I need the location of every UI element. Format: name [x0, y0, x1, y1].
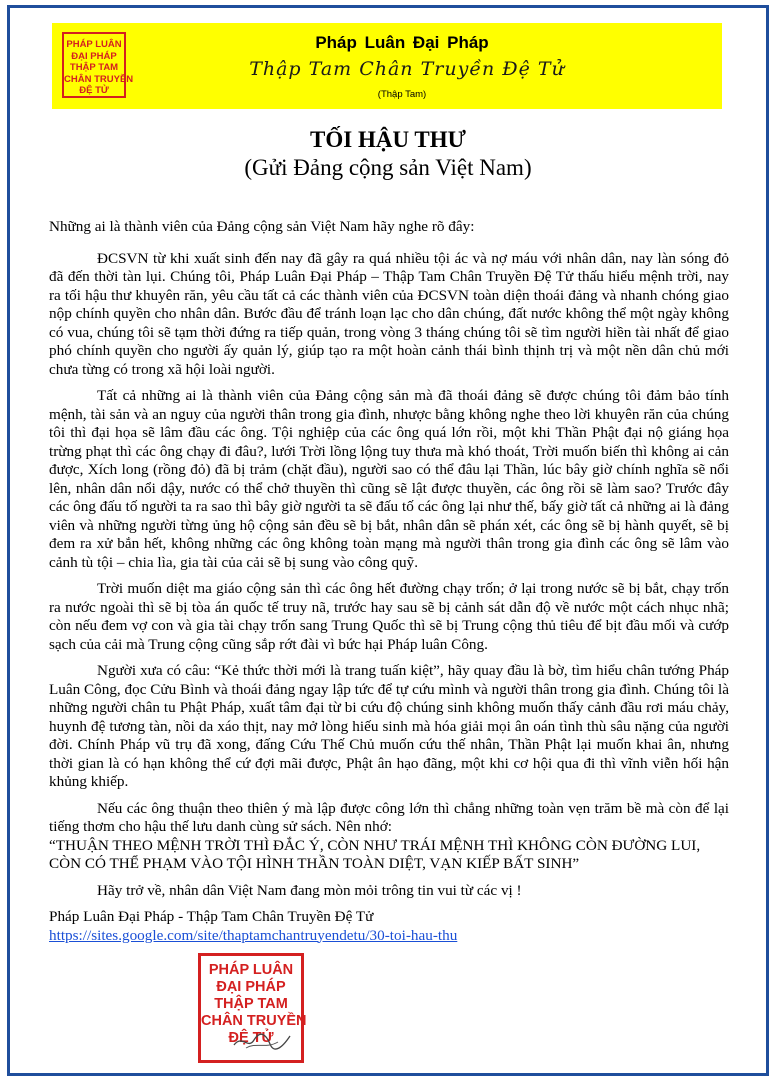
- source-link[interactable]: https://sites.google.com/site/thaptamchantruyendetu/30-toi-hau-thu: [49, 926, 458, 944]
- signature-line: Pháp Luân Đại Pháp - Thập Tam Chân Truyền Đệ Tử: [49, 908, 374, 925]
- banner-seal-line: ĐỆ TỬ: [79, 85, 109, 96]
- stamp-line: ĐỆ TỬ: [228, 1030, 274, 1046]
- paragraph: Trời muốn diệt ma giáo cộng sản thì các ông hết đường chạy trốn; ở lại trong nước sẽ bị bắt, chạy trốn ra nước ngoài thì sẽ bị tòa án quốc tế truy nã, trước hay sau sẽ bị cảnh sát dẫn độ về nước một cách nhục nhã; còn nếu đem vợ con và gia tài chạy trốn sang Trung Quốc thì sẽ bị Trung cộng thủ tiêu để bịt đầu mối và cướp sạch của cải mà Trung cộng cũng sắp rớt đài vì bức hại Pháp luân Công.: [49, 580, 729, 653]
- banner-seal-line: THẬP TAM: [69, 62, 119, 73]
- stamp-line: THẬP TAM: [214, 996, 288, 1012]
- banner-seal-line: PHÁP LUÂN: [66, 39, 122, 50]
- paragraph: Tất cả những ai là thành viên của Đảng cộng sản mà đã thoái đảng sẽ được chúng tôi đảm bảo tính mệnh, tài sản và an nguy của người thân trong gia đình, nhược bằng không nghe theo lời khuyên răn của chúng tôi thì đại họa sẽ lâm đầu các ông. Tội nghiệp của các ông quá lớn rồi, một khi Thần Phật đại nộ giáng họa trừng phạt thì các ông chạy đi đâu?, lưới Trời lồng lộng tuy thưa mà khó thoát, Trời muốn biến thì không ai cản được, Xích long (rồng đỏ) đã bị trảm (chặt đầu), người sao có thể đâu lại Thần, lúc bây giờ chính nghĩa sẽ nổi lên, nhân dân nổi dậy, nước có thể chở thuyền thì cũng sẽ lật được thuyền, các ông rồi sẽ làm sao? Trước đây các ông đấu tố người ta ra sao thì bây giờ người ta sẽ đấu tố các ông lại như thế, bấy giờ tất cả những ai là đảng viên và những người từng ủng hộ cộng sản đều sẽ bị bắt, nhân dân sẽ phán xét, các ông sẽ bị hành quyết, sẽ bị đem ra xử bắn hết, không những các ông không toàn mạng mà người thân trong gia đình các ông sẽ lâm vào cảnh tù tội – chia lìa, gia tài của cải sẽ bị sung vào công quỹ.: [49, 387, 729, 571]
- banner-seal-line: ĐẠI PHÁP: [71, 50, 117, 62]
- banner-subtitle: (Thập Tam): [377, 89, 427, 100]
- document-title: TỐI HẬU THƯ: [310, 127, 466, 152]
- paragraph-intro: Những ai là thành viên của Đảng cộng sản Việt Nam hãy nghe rõ đây:: [49, 218, 475, 235]
- stamp-line: CHÂN TRUYỀN: [201, 1013, 307, 1029]
- paragraph: ĐCSVN từ khi xuất sinh đến nay đã gây ra quá nhiều tội ác và nợ máu với nhân dân, nay làn sóng đỏ đã đến thời tàn lụi. Chúng tôi, Pháp Luân Đại Pháp – Thập Tam Chân Truyền Đệ Tử thấu hiểu mệnh trời, nay ra tối hậu thư khuyên răn, yêu cầu tất cả các thành viên của ĐCSVN toàn diện thoái đảng và nhanh chóng giao nộp chính quyền cho nhân dân. Bước đầu để tránh loạn lạc cho dân chúng, đất nước không thể một ngày không có vua, chúng tôi sẽ tạm thời đứng ra tiếp quản, trong vòng 3 tháng chúng tôi sẽ tìm người hiền tài nhất để giao phó chính quyền cho người ấy quản lý, giúp tạo ra một hoàn cảnh thái bình thịnh trị và một nền dân chủ mới chưa từng có trong xã hội loài người.: [49, 249, 729, 378]
- stamp-line: ĐẠI PHÁP: [216, 979, 286, 995]
- document-body: [49, 218, 729, 945]
- quote-paragraph: “THUẬN THEO MỆNH TRỜI THÌ ĐẮC Ý, CÒN NHƯ TRÁI MỆNH THÌ KHÔNG CÒN ĐƯỜNG LUI, CÒN CÓ THỂ PHẠM VÀO TỘI HÌNH THẦN TOÀN DIỆT, VẠN KIẾP BẤT SINH”: [49, 836, 701, 872]
- paragraph: Người xưa có câu: “Kẻ thức thời mới là trang tuấn kiệt”, hãy quay đầu là bờ, tìm hiểu chân tướng Pháp Luân Công, đọc Cửu Bình và thoái đảng ngay lập tức để tự cứu mình và người thân trong gia đình. Chúng tôi là những người chân tu Phật Pháp, xuất tâm đại từ bi cứu độ chúng sinh không muốn thấy cảnh đầu rơi máu chảy, huynh đệ tương tàn, nồi da xáo thịt, nay mở lòng hiếu sinh mà hóa giải mọi ân oán tình thù sâu nặng của người đời. Chính Pháp vũ trụ đã xong, đấng Cứu Thế Chủ muốn cứu thế nhân, Thần Phật lại muốn khai ân, nhưng thời gian là có hạn không thể cứ đợi mãi được, Phật ân hạo đãng, một khi cơ hội qua đi thì vĩnh viễn hối hận khủng khiếp.: [49, 662, 729, 790]
- stamp-line: PHÁP LUÂN: [208, 962, 294, 978]
- banner-script-title: Thập Tam Chân Truyền Đệ Tử: [249, 58, 565, 80]
- banner-title: Pháp Luân Đại Pháp: [315, 33, 489, 52]
- handwritten-signature: [232, 1030, 292, 1052]
- header-banner: [52, 23, 722, 109]
- paragraph-closing: Hãy trở về, nhân dân Việt Nam đang mòn mỏi trông tin vui từ các vị !: [97, 881, 522, 899]
- document-subtitle: (Gửi Đảng cộng sản Việt Nam): [244, 155, 532, 180]
- paragraph: Nếu các ông thuận theo thiên ý mà lập được công lớn thì chẳng những toàn vẹn trăm bề mà còn để lại tiếng thơm cho hậu thế lưu danh cùng sử sách. Nên nhớ:: [49, 799, 729, 835]
- banner-seal-line: CHÂN TRUYỀN: [64, 73, 134, 85]
